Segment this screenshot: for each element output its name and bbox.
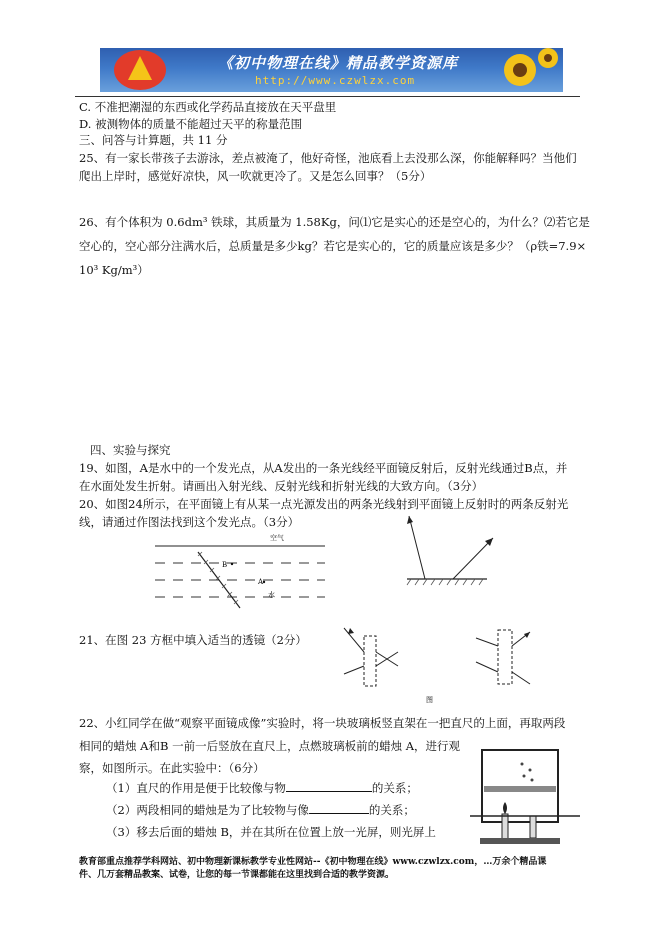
q22-item-1 — [106, 780, 418, 796]
q22-item-1-post: 的关系； — [371, 781, 418, 795]
air-label: 空气 — [270, 534, 284, 542]
point-b-label: B — [222, 561, 228, 569]
point-b — [231, 563, 233, 565]
point-a — [263, 581, 265, 583]
option-d: D. 被测物体的质量不能超过天平的称量范围 — [79, 117, 303, 131]
header-rule — [75, 96, 580, 97]
q26-line-3: 10³ Kg/m³） — [79, 263, 149, 277]
reflected-ray-2 — [453, 538, 493, 579]
q22-item-3: （3）移去后面的蜡烛 B，并在其所在位置上放一光屏，则光屏上 — [106, 825, 436, 839]
plane-mirror-hatching — [407, 579, 483, 585]
ray-right-in-1 — [476, 638, 498, 646]
option-c: C. 不准把潮湿的东西或化学药品直接放在天平盘里 — [79, 100, 337, 114]
base-stand — [480, 838, 560, 844]
header-banner — [100, 48, 563, 92]
candle-b — [530, 816, 536, 838]
figure-plane-mirror — [395, 512, 510, 592]
q22-line-2: 相同的蜡烛 A和B 一前一后竖放在直尺上，点燃玻璃板前的蜡烛 A，进行观 — [79, 739, 461, 753]
section-3-heading: 三、问答与计算题，共 11 分 — [79, 133, 228, 147]
answer-blank-2[interactable] — [309, 802, 369, 814]
q22-item-1-pre: （1）直尺的作用是便于比较像与物 — [106, 781, 286, 795]
q20-line-2: 线，请通过作图法找到这个发光点。（3分） — [79, 515, 300, 529]
figure-lens-boxes — [340, 622, 540, 704]
q26-line-1: 26、有个体积为 0.6dm³ 铁球，其质量为 1.58Kg，问⑴它是实心的还是空心的，为什么？⑵若它是 — [79, 215, 590, 229]
candle-flame — [503, 802, 507, 814]
figure-water-mirror — [150, 530, 330, 612]
q19-line-1: 19、如图，A是水中的一个发光点，从A发出的一条光线经平面镜反射后，反射光线通过B点，并 — [79, 461, 568, 475]
footer-line-1: 教育部重点推荐学科网站、初中物理新课标教学专业性网站--《初中物理在线》www.czwlzx.com，…万余个精品课 — [79, 857, 547, 867]
footer-line-2: 件、几万套精品教案、试卷，让您的每一节课都能在这里找到合适的教学资源。 — [79, 870, 395, 880]
lens-box-right — [498, 630, 512, 684]
q22-item-2-pre: （2）两段相同的蜡烛是为了比较物与像 — [106, 803, 309, 817]
figure-candle-experiment — [470, 746, 580, 856]
answer-blank-1[interactable] — [286, 780, 372, 792]
section-4-heading: 四、实验与探究 — [90, 443, 171, 457]
water-label: 水 — [268, 591, 275, 599]
lens-box-left — [364, 636, 376, 686]
reflected-ray-1 — [409, 516, 425, 579]
figure-tag: 图 — [426, 696, 433, 704]
flame-image — [521, 763, 534, 782]
q25-line-2: 爬出上岸时，感觉好凉快，风一吹就更冷了。又是怎么回事？（5分） — [79, 169, 432, 183]
q26-line-2: 空心的，空心部分注满水后，总质量是多少kg？若它是实心的，它的质量应该是多少？（ρ铁=7.9× — [79, 239, 587, 253]
banner-url: http://www.czwlzx.com — [255, 74, 416, 87]
q22-line-1: 22、小红同学在做“观察平面镜成像”实验时，将一块玻璃板竖直架在一把直尺的上面，再取两段 — [79, 716, 566, 730]
ray-right-in-2 — [476, 662, 498, 672]
water-lines — [155, 563, 325, 597]
q22-line-3: 察，如图所示。在此实验中：（6分） — [79, 761, 265, 775]
q22-item-2 — [106, 802, 415, 818]
arrowhead-1 — [407, 516, 413, 524]
q22-item-2-post: 的关系； — [368, 803, 415, 817]
ray-right-out-2 — [512, 672, 530, 684]
point-a-label: A — [258, 578, 264, 586]
ruler — [484, 786, 556, 792]
q19-line-2: 在水面处发生折射。请画出入射光线、反射光线和折射光线的大致方向。（3分） — [79, 479, 484, 493]
q20-line-1: 20、如图24所示，在平面镜上有从某一点光源发出的两条光线射到平面镜上反射时的两条反射光 — [79, 497, 569, 511]
banner-title: 《初中物理在线》精品教学资源库 — [218, 54, 459, 72]
q25-line-1: 25、有一家长带孩子去游泳，差点被淹了，他好奇怪，池底看上去没那么深，你能解释吗？当他们 — [79, 151, 577, 165]
q21-text: 21、在图 23 方框中填入适当的透镜（2分） — [79, 633, 307, 647]
ray-left-in-2 — [344, 666, 364, 674]
candle-a — [502, 814, 508, 840]
ray-left-in-1 — [344, 628, 364, 652]
